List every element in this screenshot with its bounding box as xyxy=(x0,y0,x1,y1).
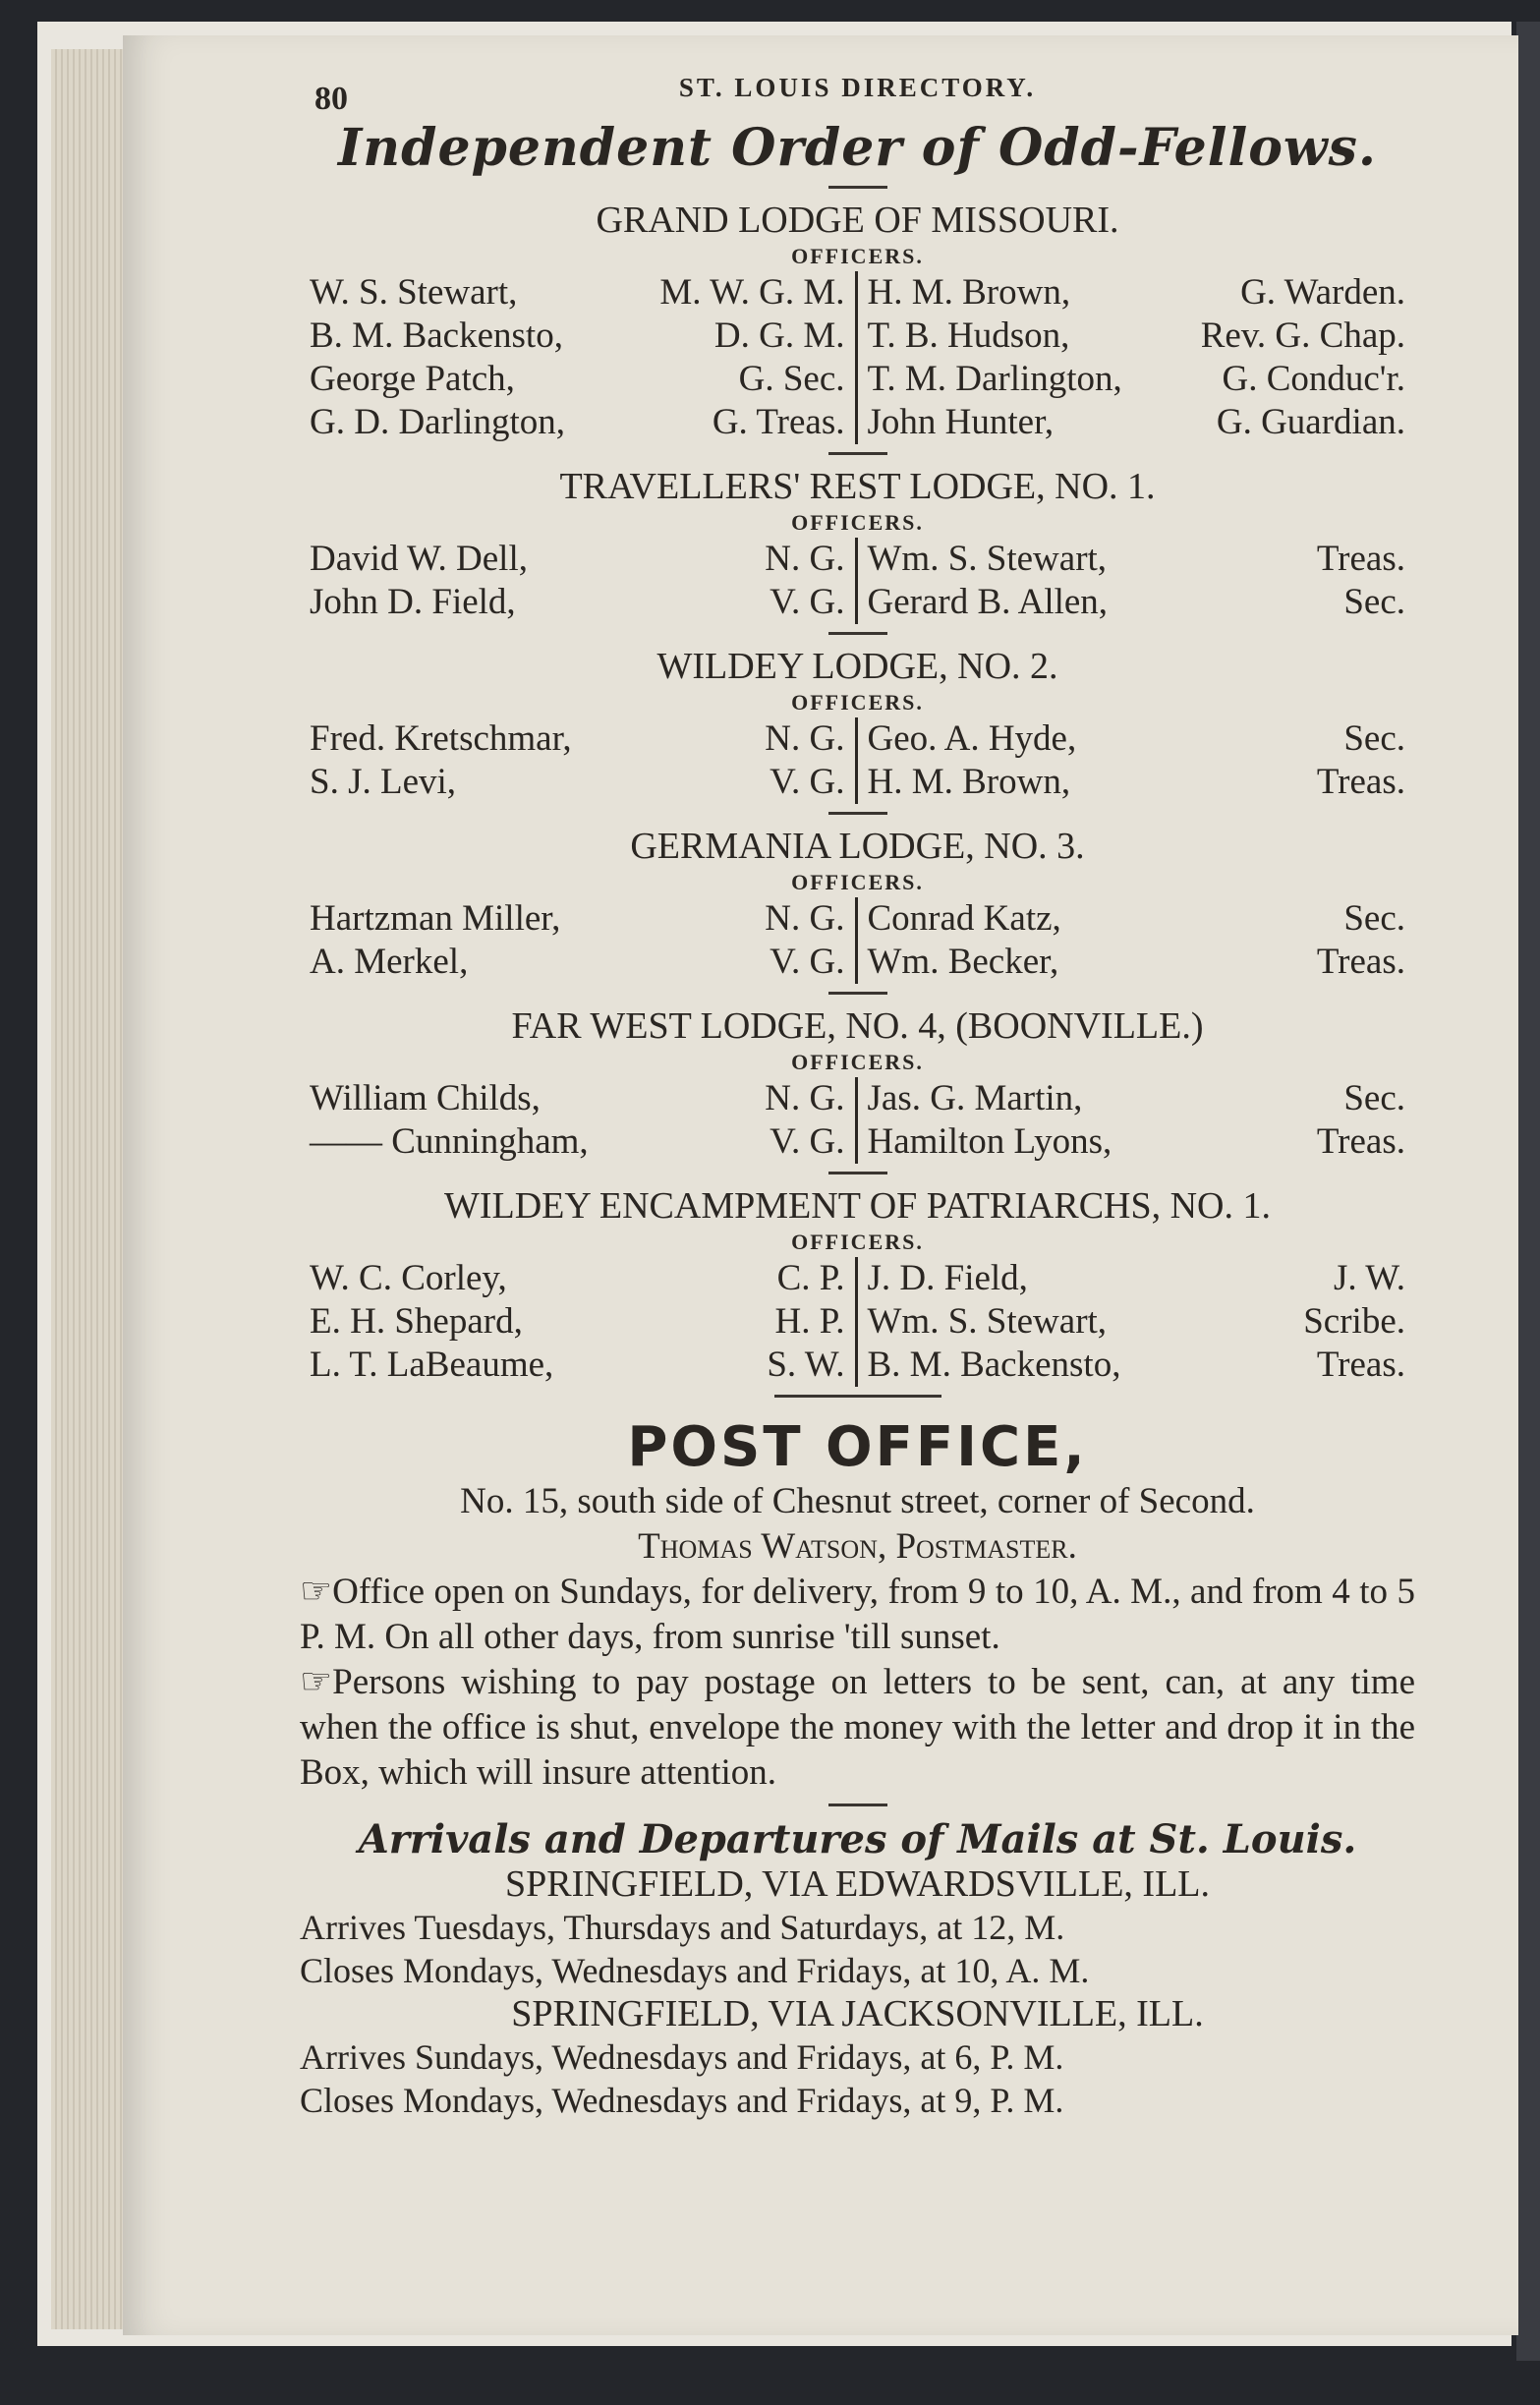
officer-role: J. W. xyxy=(1333,1258,1405,1298)
officer-row xyxy=(310,897,845,941)
officer-name: W. S. Stewart, xyxy=(310,272,518,313)
lodge-title: GERMANIA LODGE, NO. 3. xyxy=(630,826,1085,867)
officer-row xyxy=(868,1077,1406,1120)
officer-name: H. M. Brown, xyxy=(867,272,1071,313)
divider-rule xyxy=(828,1804,887,1806)
officer-role: Treas. xyxy=(1316,1345,1405,1385)
officers-column-right xyxy=(858,897,1416,984)
officer-role: G. Sec. xyxy=(738,359,845,399)
lodge-section xyxy=(300,1172,1415,1387)
officer-role: Treas. xyxy=(1316,762,1405,802)
officer-role: G. Guardian. xyxy=(1216,402,1405,442)
officer-name: Wm. S. Stewart, xyxy=(867,1301,1108,1342)
officer-row xyxy=(310,315,845,358)
officer-name: Wm. S. Stewart, xyxy=(867,539,1108,579)
officer-name: S. J. Levi, xyxy=(310,762,457,802)
lodge-title: TRAVELLERS' REST LODGE, NO. 1. xyxy=(559,466,1156,507)
officer-role: N. G. xyxy=(765,539,845,579)
officer-role: V. G. xyxy=(770,1121,845,1162)
officers-table xyxy=(300,897,1415,984)
officer-role: V. G. xyxy=(770,582,845,622)
officer-row xyxy=(868,358,1406,401)
officer-name: B. M. Backensto, xyxy=(310,315,563,356)
officer-role: G. Warden. xyxy=(1240,272,1405,313)
officers-column-left xyxy=(300,717,858,804)
officer-row xyxy=(310,1300,845,1344)
lodge-section xyxy=(300,812,1415,984)
officers-column-left xyxy=(300,271,858,444)
officer-name: Gerard B. Allen, xyxy=(867,582,1109,622)
officer-row xyxy=(310,1257,845,1300)
officer-name: John Hunter, xyxy=(867,402,1055,442)
officer-role: M. W. G. M. xyxy=(659,272,845,313)
officer-role: V. G. xyxy=(770,762,845,802)
officer-role: C. P. xyxy=(776,1258,845,1298)
officer-role: Scribe. xyxy=(1303,1301,1405,1342)
officers-column-right xyxy=(858,1257,1416,1387)
post-office-title: POST OFFICE, xyxy=(627,1415,1088,1479)
route-title: SPRINGFIELD, VIA JACKSONVILLE, ILL. xyxy=(511,1993,1204,2034)
officer-row xyxy=(310,761,845,804)
lodge-section xyxy=(300,632,1415,804)
officers-table xyxy=(300,1257,1415,1387)
officer-role: Sec. xyxy=(1343,718,1405,759)
officers-label: OFFICERS. xyxy=(791,870,924,894)
officer-role: Sec. xyxy=(1343,1078,1405,1118)
officer-row xyxy=(310,717,845,761)
lodges-list xyxy=(300,199,1415,1387)
officer-row xyxy=(310,1077,845,1120)
route-arrives: Arrives Tuesdays, Thursdays and Saturdays, at 12, M. xyxy=(300,1908,1065,1947)
officer-name: T. M. Darlington, xyxy=(867,359,1122,399)
officer-role: Sec. xyxy=(1343,582,1405,622)
route-closes: Closes Mondays, Wednesdays and Fridays, at 9, P. M. xyxy=(300,2081,1064,2120)
officers-column-left xyxy=(300,1077,858,1164)
officers-label: OFFICERS. xyxy=(791,1050,924,1074)
officers-column-right xyxy=(858,271,1416,444)
officer-name: L. T. LaBeaume, xyxy=(310,1345,554,1385)
book-spine-strip xyxy=(1516,22,1540,2361)
officer-name: A. Merkel, xyxy=(310,942,469,982)
officer-name: Wm. Becker, xyxy=(867,942,1059,982)
officer-row xyxy=(868,941,1406,984)
officer-row xyxy=(868,897,1406,941)
mail-routes-list xyxy=(300,1862,1415,2122)
divider-rule xyxy=(828,1172,887,1174)
mails-title: Arrivals and Departures of Mails at St. Louis. xyxy=(358,1816,1357,1862)
officers-table xyxy=(300,1077,1415,1164)
officer-role: Sec. xyxy=(1343,898,1405,939)
officer-role: Treas. xyxy=(1316,1121,1405,1162)
officer-role: H. P. xyxy=(774,1301,845,1342)
post-office-hours: ☞Office open on Sundays, for delivery, from 9 to 10, A. M., and from 4 to 5 P. M. On all other days, from sunrise 'till sunset. xyxy=(300,1572,1415,1657)
page-content xyxy=(300,69,1415,2122)
officer-name: W. C. Corley, xyxy=(310,1258,507,1298)
page-number: 80 xyxy=(314,81,348,117)
officers-column-right xyxy=(858,717,1416,804)
officer-row xyxy=(868,401,1406,444)
post-office-notice: ☞Persons wishing to pay postage on letters to be sent, can, at any time when the office is shut, envelope the money with the letter and drop it in the Box, which will insure attention. xyxy=(300,1662,1415,1793)
officer-row xyxy=(310,271,845,315)
officer-name: H. M. Brown, xyxy=(867,762,1071,802)
officer-name: E. H. Shepard, xyxy=(310,1301,523,1342)
officers-column-right xyxy=(858,538,1416,624)
officer-name: —— Cunningham, xyxy=(310,1121,589,1162)
divider-rule xyxy=(774,1395,941,1398)
officers-label: OFFICERS. xyxy=(791,510,924,535)
officer-role: G. Conduc'r. xyxy=(1222,359,1405,399)
officer-name: Jas. G. Martin, xyxy=(867,1078,1083,1118)
officer-name: T. B. Hudson, xyxy=(867,315,1070,356)
officer-name: Hamilton Lyons, xyxy=(867,1121,1112,1162)
officer-role: N. G. xyxy=(765,898,845,939)
route-title: SPRINGFIELD, VIA EDWARDSVILLE, ILL. xyxy=(504,1863,1211,1905)
officers-table xyxy=(300,271,1415,444)
officers-label: OFFICERS. xyxy=(791,244,924,268)
officer-row xyxy=(868,271,1406,315)
officer-name: Conrad Katz, xyxy=(867,898,1061,939)
main-title: Independent Order of Odd-Fellows. xyxy=(337,118,1378,178)
officer-row xyxy=(310,1120,845,1164)
officer-row xyxy=(310,1344,845,1387)
officers-column-left xyxy=(300,897,858,984)
officer-name: Fred. Kretschmar, xyxy=(310,718,572,759)
route-closes: Closes Mondays, Wednesdays and Fridays, at 10, A. M. xyxy=(300,1951,1090,1990)
officer-row xyxy=(868,717,1406,761)
officers-table xyxy=(300,717,1415,804)
officer-row xyxy=(310,358,845,401)
divider-rule xyxy=(828,452,887,455)
officer-name: David W. Dell, xyxy=(310,539,528,579)
lodge-section xyxy=(300,992,1415,1164)
lodge-title: WILDEY LODGE, NO. 2. xyxy=(656,646,1058,687)
officer-name: B. M. Backensto, xyxy=(867,1345,1121,1385)
officer-role: Treas. xyxy=(1316,942,1405,982)
officers-label: OFFICERS. xyxy=(791,1230,924,1254)
officer-role: G. Treas. xyxy=(712,402,845,442)
page-header xyxy=(300,69,1415,116)
officer-row xyxy=(868,315,1406,358)
officers-column-right xyxy=(858,1077,1416,1164)
officers-label: OFFICERS. xyxy=(791,690,924,715)
officer-role: V. G. xyxy=(770,942,845,982)
lodge-section xyxy=(300,452,1415,624)
lodge-title: WILDEY ENCAMPMENT OF PATRIARCHS, NO. 1. xyxy=(443,1185,1271,1227)
running-head: ST. LOUIS DIRECTORY. xyxy=(678,73,1037,102)
officer-role: Treas. xyxy=(1316,539,1405,579)
officer-row xyxy=(868,1344,1406,1387)
officer-role: D. G. M. xyxy=(713,315,845,356)
officer-name: Hartzman Miller, xyxy=(310,898,561,939)
officer-role: S. W. xyxy=(767,1345,845,1385)
divider-rule xyxy=(828,992,887,995)
divider-rule xyxy=(828,632,887,635)
officer-row xyxy=(310,538,845,581)
officers-table xyxy=(300,538,1415,624)
officer-role: Rev. G. Chap. xyxy=(1200,315,1405,356)
officer-name: G. D. Darlington, xyxy=(310,402,565,442)
officer-name: John D. Field, xyxy=(310,582,516,622)
officer-row xyxy=(310,941,845,984)
officer-row xyxy=(868,538,1406,581)
lodge-title: FAR WEST LODGE, NO. 4, (BOONVILLE.) xyxy=(511,1005,1204,1047)
postmaster-line: Thomas Watson, Postmaster. xyxy=(638,1526,1077,1567)
officer-row xyxy=(310,581,845,624)
officer-row xyxy=(868,1120,1406,1164)
officer-row xyxy=(868,1257,1406,1300)
route-arrives: Arrives Sundays, Wednesdays and Fridays, at 6, P. M. xyxy=(300,2037,1064,2077)
officer-name: J. D. Field, xyxy=(867,1258,1028,1298)
divider-rule xyxy=(828,186,887,189)
officer-row xyxy=(310,401,845,444)
divider-rule xyxy=(828,812,887,815)
officer-row xyxy=(868,761,1406,804)
officer-role: N. G. xyxy=(765,1078,845,1118)
officer-name: George Patch, xyxy=(310,359,515,399)
officer-role: N. G. xyxy=(765,718,845,759)
officer-row xyxy=(868,581,1406,624)
lodge-title: GRAND LODGE OF MISSOURI. xyxy=(596,200,1119,241)
post-office-address: No. 15, south side of Chesnut street, corner of Second. xyxy=(460,1481,1255,1521)
officer-name: Geo. A. Hyde, xyxy=(867,718,1077,759)
officer-row xyxy=(868,1300,1406,1344)
officer-name: William Childs, xyxy=(310,1078,541,1118)
officers-column-left xyxy=(300,538,858,624)
officers-column-left xyxy=(300,1257,858,1387)
lodge-section xyxy=(300,199,1415,444)
